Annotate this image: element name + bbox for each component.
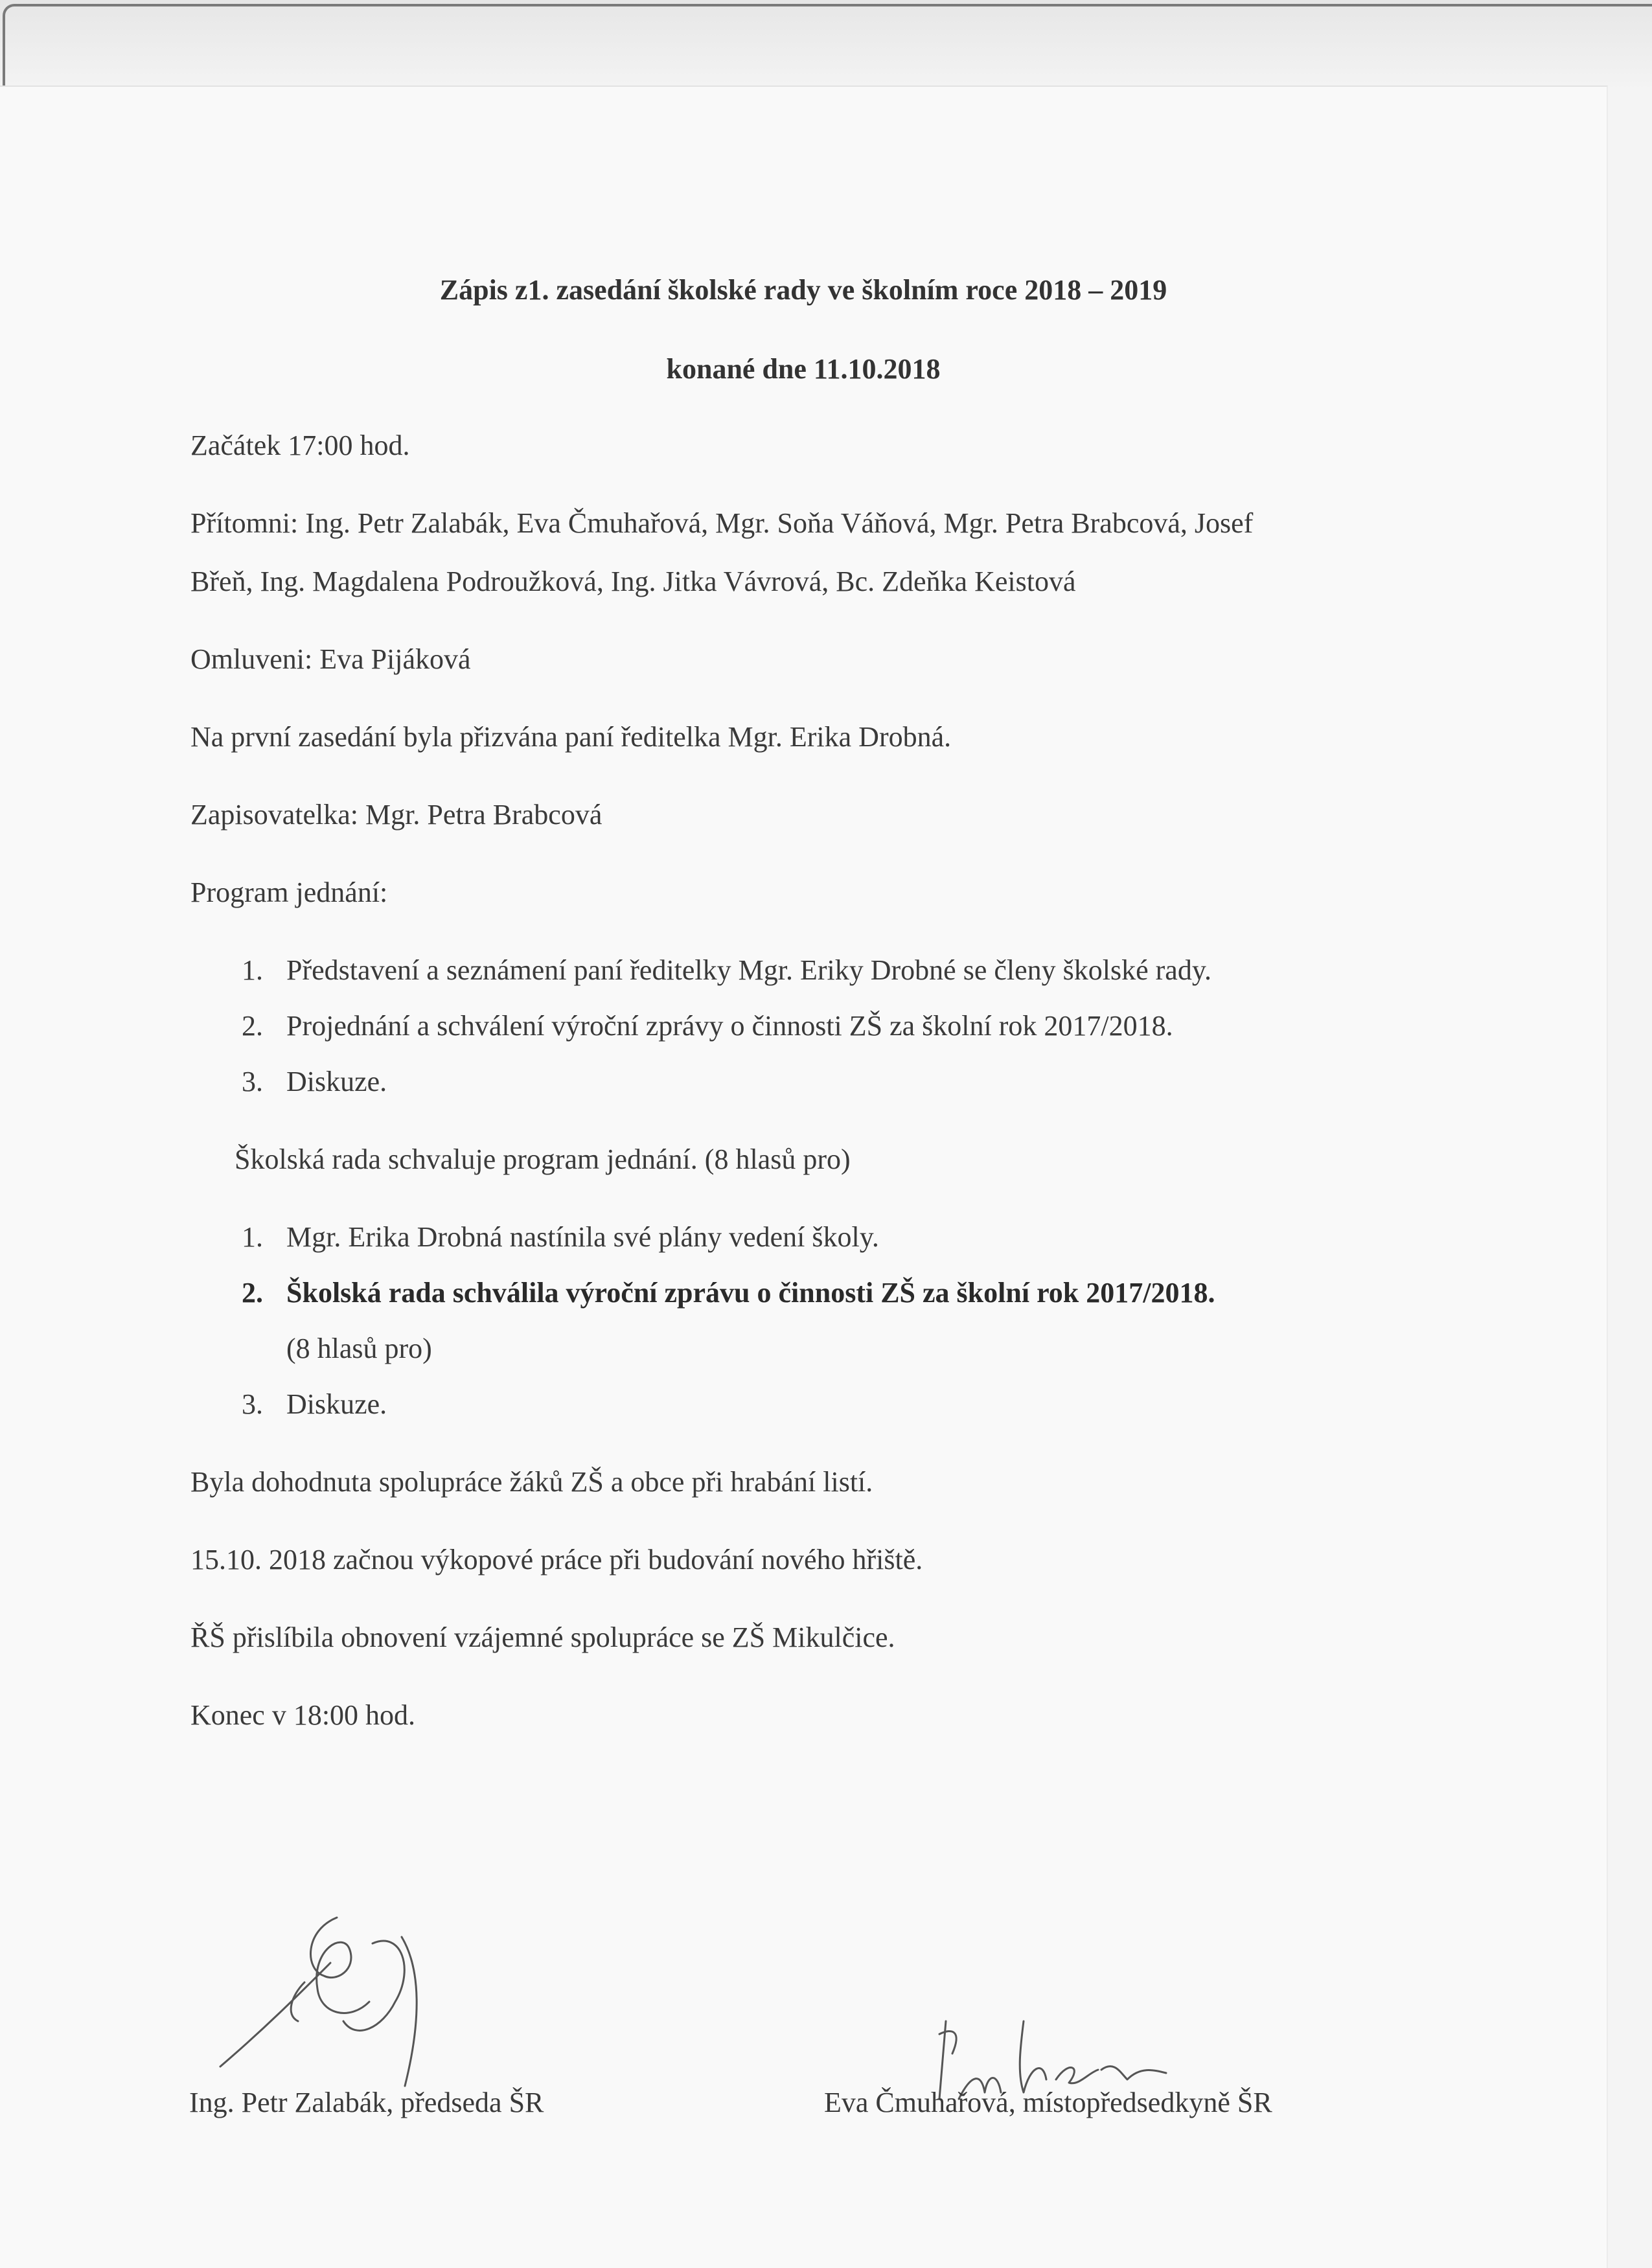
- document-title: Zápis z1. zasedání školské rady ve školním roce 2018 – 2019: [439, 274, 1167, 306]
- document-subtitle: konané dne 11.10.2018: [666, 353, 941, 385]
- signature-left: [207, 1892, 479, 2099]
- result-item-number: 2.: [242, 1277, 263, 1309]
- agenda-heading: Program jednání:: [190, 876, 388, 908]
- note-line: 15.10. 2018 začnou výkopové práce při budování nového hřiště.: [190, 1544, 923, 1575]
- scan-page-edge-line: [3, 4, 1652, 88]
- result-item-text: Školská rada schválila výroční zprávu o činnosti ZŠ za školní rok 2017/2018.: [286, 1277, 1215, 1309]
- result-item-number: 3.: [242, 1388, 263, 1420]
- excused-line: Omluveni: Eva Pijáková: [190, 643, 471, 675]
- signature-label-vice-chair: Eva Čmuhařová, místopředsedkyně ŠR: [824, 2087, 1272, 2118]
- recorder-line: Zapisovatelka: Mgr. Petra Brabcová: [190, 799, 602, 830]
- signature-label-chair: Ing. Petr Zalabák, předseda ŠR: [189, 2087, 544, 2118]
- scan-edge: [0, 0, 1652, 91]
- agenda-item-text: Diskuze.: [286, 1066, 387, 1097]
- result-item-number: 1.: [242, 1221, 263, 1253]
- note-line: Byla dohodnuta spolupráce žáků ZŠ a obce při hrabání listí.: [190, 1466, 873, 1498]
- end-time: Konec v 18:00 hod.: [190, 1699, 416, 1731]
- invited-line: Na první zasedání byla přizvána paní ředitelka Mgr. Erika Drobná.: [190, 721, 952, 753]
- note-line: ŘŠ přislíbila obnovení vzájemné spolupráce se ZŠ Mikulčice.: [190, 1621, 895, 1653]
- attendees-line-1: Přítomni: Ing. Petr Zalabák, Eva Čmuhařová, Mgr. Soňa Váňová, Mgr. Petra Brabcová, Josef: [190, 507, 1254, 539]
- agenda-item-text: Představení a seznámení paní ředitelky Mgr. Eriky Drobné se členy školské rady.: [286, 954, 1211, 986]
- start-time: Začátek 17:00 hod.: [190, 430, 410, 461]
- agenda-item-number: 2.: [242, 1010, 263, 1042]
- agenda-approval: Školská rada schvaluje program jednání. (8 hlasů pro): [235, 1143, 851, 1175]
- agenda-item-number: 3.: [242, 1066, 263, 1097]
- result-item-text: Mgr. Erika Drobná nastínila své plány vedení školy.: [286, 1221, 879, 1253]
- agenda-item-number: 1.: [242, 954, 263, 986]
- result-item-text: Diskuze.: [286, 1388, 387, 1420]
- agenda-item-text: Projednání a schválení výroční zprávy o činnosti ZŠ za školní rok 2017/2018.: [286, 1010, 1173, 1042]
- result-item-vote-note: (8 hlasů pro): [286, 1333, 432, 1364]
- attendees-line-2: Břeň, Ing. Magdalena Podroužková, Ing. Jitka Vávrová, Bc. Zdeňka Keistová: [190, 566, 1076, 597]
